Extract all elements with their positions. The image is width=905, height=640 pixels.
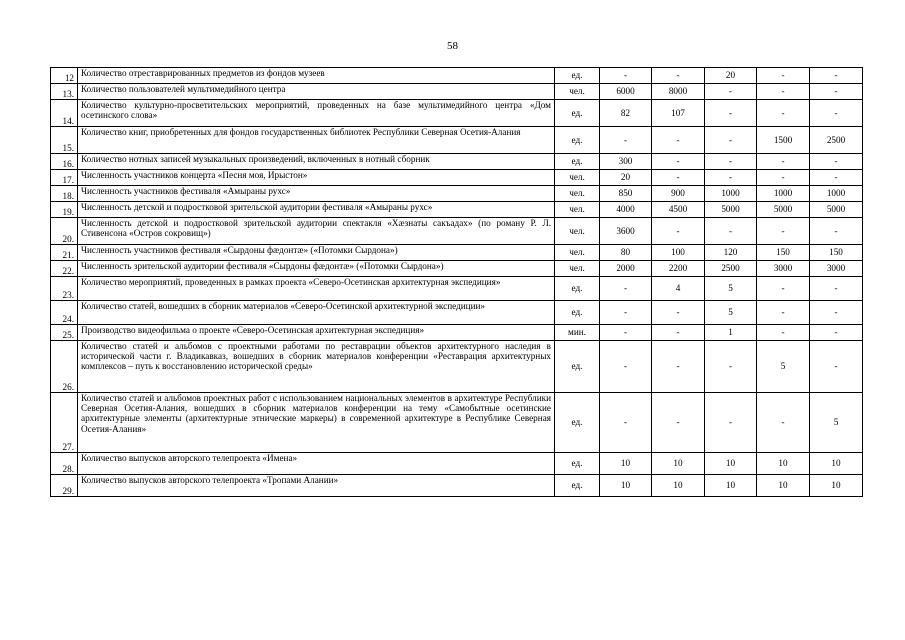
indicator-value: - bbox=[705, 393, 757, 453]
indicator-value: - bbox=[652, 68, 705, 84]
indicator-value: - bbox=[600, 277, 652, 301]
indicator-value: - bbox=[757, 170, 810, 186]
indicator-value: 3000 bbox=[757, 261, 810, 277]
row-number: 27. bbox=[51, 393, 78, 453]
indicator-value: 10 bbox=[652, 453, 705, 475]
indicator-name: Количество нотных записей музыкальных произведений, включенных в нотный сборник bbox=[78, 154, 555, 170]
indicator-value: - bbox=[652, 325, 705, 341]
indicator-value: - bbox=[810, 341, 863, 393]
indicator-value: - bbox=[810, 100, 863, 127]
table-row bbox=[51, 475, 863, 497]
indicator-value: - bbox=[810, 170, 863, 186]
indicator-value: 1 bbox=[705, 325, 757, 341]
indicator-value: 4 bbox=[652, 277, 705, 301]
indicator-value: - bbox=[600, 127, 652, 154]
indicator-value: - bbox=[705, 127, 757, 154]
indicator-value: - bbox=[600, 301, 652, 325]
indicator-value: 5000 bbox=[810, 202, 863, 218]
indicator-value: - bbox=[757, 68, 810, 84]
indicator-name: Количество выпусков авторского телепроекта «Имена» bbox=[78, 453, 555, 475]
indicator-value: 10 bbox=[810, 475, 863, 497]
unit-of-measure: чел. bbox=[555, 170, 600, 186]
indicator-value: 10 bbox=[757, 453, 810, 475]
indicator-value: - bbox=[705, 154, 757, 170]
row-number: 26. bbox=[51, 341, 78, 393]
indicator-value: 5 bbox=[757, 341, 810, 393]
table-row bbox=[51, 84, 863, 100]
indicator-name: Количество мероприятий, проведенных в рамках проекта «Северо-Осетинская архитектурная экспедиция» bbox=[78, 277, 555, 301]
indicator-value: 10 bbox=[652, 475, 705, 497]
indicator-name: Количество книг, приобретенных для фондов государственных библиотек Республики Северная Осетия-Алания bbox=[78, 127, 555, 154]
table-row bbox=[51, 127, 863, 154]
indicator-value: 5 bbox=[810, 393, 863, 453]
unit-of-measure: ед. bbox=[555, 301, 600, 325]
indicator-value: 1000 bbox=[757, 186, 810, 202]
indicator-value: - bbox=[705, 341, 757, 393]
indicator-value: 8000 bbox=[652, 84, 705, 100]
row-number: 24. bbox=[51, 301, 78, 325]
table-row bbox=[51, 154, 863, 170]
indicator-name: Численность детской и подростковой зрительской аудитории спектакля «Хæзнаты сакъадах» (по роману Р. Л. Стивенсона «Остров сокровищ») bbox=[78, 218, 555, 245]
indicator-value: 10 bbox=[705, 475, 757, 497]
table-row bbox=[51, 277, 863, 301]
indicator-value: - bbox=[757, 154, 810, 170]
indicator-value: - bbox=[810, 68, 863, 84]
indicator-value: 5000 bbox=[705, 202, 757, 218]
table-row bbox=[51, 186, 863, 202]
indicator-value: 100 bbox=[652, 245, 705, 261]
row-number: 25. bbox=[51, 325, 78, 341]
indicator-value: - bbox=[600, 341, 652, 393]
indicator-value: - bbox=[652, 218, 705, 245]
indicator-value: 2000 bbox=[600, 261, 652, 277]
indicator-value: 2500 bbox=[705, 261, 757, 277]
indicator-name: Численность зрительской аудитории фестиваля «Сырдоны фæдонтæ» («Потомки Сырдона») bbox=[78, 261, 555, 277]
indicator-value: 150 bbox=[810, 245, 863, 261]
unit-of-measure: ед. bbox=[555, 277, 600, 301]
indicator-value: - bbox=[757, 84, 810, 100]
indicator-value: 82 bbox=[600, 100, 652, 127]
indicator-name: Численность участников фестиваля «Амыраны рухс» bbox=[78, 186, 555, 202]
unit-of-measure: ед. bbox=[555, 393, 600, 453]
indicator-value: 900 bbox=[652, 186, 705, 202]
indicator-value: - bbox=[757, 325, 810, 341]
table-row bbox=[51, 170, 863, 186]
indicator-value: - bbox=[652, 170, 705, 186]
row-number: 18. bbox=[51, 186, 78, 202]
indicator-value: - bbox=[652, 341, 705, 393]
indicator-name: Количество статей, вошедших в сборник материалов «Северо-Осетинской архитектурной экспедиции» bbox=[78, 301, 555, 325]
row-number: 14. bbox=[51, 100, 78, 127]
indicator-value: - bbox=[757, 100, 810, 127]
indicator-value: - bbox=[652, 393, 705, 453]
unit-of-measure: чел. bbox=[555, 245, 600, 261]
indicator-value: - bbox=[810, 301, 863, 325]
indicator-name: Количество выпусков авторского телепроекта «Тропами Алании» bbox=[78, 475, 555, 497]
indicator-name: Количество культурно-просветительских мероприятий, проведенных на базе мультимедийного центра «Дом осетинского слова» bbox=[78, 100, 555, 127]
unit-of-measure: мин. bbox=[555, 325, 600, 341]
row-number: 21. bbox=[51, 245, 78, 261]
table-row bbox=[51, 202, 863, 218]
indicator-value: 6000 bbox=[600, 84, 652, 100]
indicator-value: 5 bbox=[705, 301, 757, 325]
row-number: 12 bbox=[51, 68, 78, 84]
indicator-value: 107 bbox=[652, 100, 705, 127]
indicator-value: - bbox=[810, 218, 863, 245]
indicator-value: 3600 bbox=[600, 218, 652, 245]
indicator-name: Производство видеофильма о проекте «Северо-Осетинская архитектурная экспедиция» bbox=[78, 325, 555, 341]
table-row bbox=[51, 393, 863, 453]
indicator-value: - bbox=[810, 277, 863, 301]
row-number: 22. bbox=[51, 261, 78, 277]
indicators-table bbox=[50, 67, 863, 497]
indicator-value: - bbox=[705, 218, 757, 245]
unit-of-measure: чел. bbox=[555, 218, 600, 245]
indicator-value: 20 bbox=[705, 68, 757, 84]
indicator-name: Численность участников фестиваля «Сырдоны фæдонтæ» («Потомки Сырдона») bbox=[78, 245, 555, 261]
indicator-value: - bbox=[810, 84, 863, 100]
indicator-value: 10 bbox=[600, 475, 652, 497]
indicator-value: - bbox=[705, 100, 757, 127]
indicator-value: 10 bbox=[705, 453, 757, 475]
unit-of-measure: ед. bbox=[555, 100, 600, 127]
indicator-value: 1000 bbox=[705, 186, 757, 202]
unit-of-measure: чел. bbox=[555, 186, 600, 202]
unit-of-measure: ед. bbox=[555, 453, 600, 475]
table-row bbox=[51, 341, 863, 393]
indicator-value: 5 bbox=[705, 277, 757, 301]
indicator-value: 10 bbox=[810, 453, 863, 475]
indicator-value: 4500 bbox=[652, 202, 705, 218]
indicator-value: 2500 bbox=[810, 127, 863, 154]
unit-of-measure: чел. bbox=[555, 261, 600, 277]
indicator-name: Количество статей и альбомов проектных работ с использованием национальных элементов в архитектуре Республики Северная Осетия-Алания, вошедших в сборник материалов конференции на тему «Самобытные осетинские архитектурные элементы (архитектурные этнические маркеры) в современной архитектуре в Республике Северная Осетия-Алания» bbox=[78, 393, 555, 453]
unit-of-measure: ед. bbox=[555, 154, 600, 170]
indicator-name: Количество отреставрированных предметов из фондов музеев bbox=[78, 68, 555, 84]
unit-of-measure: ед. bbox=[555, 341, 600, 393]
indicator-value: - bbox=[600, 325, 652, 341]
indicator-value: - bbox=[757, 277, 810, 301]
indicator-value: - bbox=[810, 154, 863, 170]
row-number: 28. bbox=[51, 453, 78, 475]
indicator-value: 300 bbox=[600, 154, 652, 170]
row-number: 15. bbox=[51, 127, 78, 154]
indicators-table-body bbox=[51, 68, 863, 497]
indicator-value: - bbox=[652, 301, 705, 325]
indicator-value: - bbox=[652, 127, 705, 154]
unit-of-measure: чел. bbox=[555, 84, 600, 100]
page-number: 58 bbox=[447, 40, 458, 52]
table-row bbox=[51, 245, 863, 261]
indicator-value: 3000 bbox=[810, 261, 863, 277]
unit-of-measure: чел. bbox=[555, 202, 600, 218]
indicator-name: Численность участников концерта «Песня моя, Ирыстон» bbox=[78, 170, 555, 186]
row-number: 29. bbox=[51, 475, 78, 497]
indicator-value: - bbox=[705, 170, 757, 186]
indicator-name: Численность детской и подростковой зрительской аудитории фестиваля «Амыраны рухс» bbox=[78, 202, 555, 218]
indicator-value: 10 bbox=[757, 475, 810, 497]
indicator-value: 20 bbox=[600, 170, 652, 186]
indicator-value: - bbox=[757, 218, 810, 245]
indicator-value: 120 bbox=[705, 245, 757, 261]
indicator-name: Количество статей и альбомов с проектными работами по реставрации объектов архитектурного наследия в исторической части г. Владикавказ, вошедших в сборник материалов конференции «Реставрация архитектурных комплексов – путь к восстановлению исторической среды» bbox=[78, 341, 555, 393]
indicator-value: - bbox=[810, 325, 863, 341]
table-row bbox=[51, 68, 863, 84]
indicator-value: 1500 bbox=[757, 127, 810, 154]
table-row bbox=[51, 100, 863, 127]
indicator-value: 80 bbox=[600, 245, 652, 261]
row-number: 13. bbox=[51, 84, 78, 100]
table-row bbox=[51, 325, 863, 341]
unit-of-measure: ед. bbox=[555, 68, 600, 84]
indicator-value: - bbox=[757, 301, 810, 325]
row-number: 20. bbox=[51, 218, 78, 245]
indicator-value: 2200 bbox=[652, 261, 705, 277]
unit-of-measure: ед. bbox=[555, 127, 600, 154]
indicator-value: 850 bbox=[600, 186, 652, 202]
indicator-value: - bbox=[600, 393, 652, 453]
table-row bbox=[51, 218, 863, 245]
indicator-value: 10 bbox=[600, 453, 652, 475]
row-number: 23. bbox=[51, 277, 78, 301]
table-row bbox=[51, 301, 863, 325]
row-number: 16. bbox=[51, 154, 78, 170]
indicator-value: - bbox=[600, 68, 652, 84]
unit-of-measure: ед. bbox=[555, 475, 600, 497]
indicator-value: 1000 bbox=[810, 186, 863, 202]
row-number: 17. bbox=[51, 170, 78, 186]
indicator-value: 4000 bbox=[600, 202, 652, 218]
table-row bbox=[51, 453, 863, 475]
indicator-value: - bbox=[652, 154, 705, 170]
indicator-value: - bbox=[757, 393, 810, 453]
indicator-value: 5000 bbox=[757, 202, 810, 218]
indicator-value: - bbox=[705, 84, 757, 100]
table-row bbox=[51, 261, 863, 277]
row-number: 19. bbox=[51, 202, 78, 218]
indicator-name: Количество пользователей мультимедийного центра bbox=[78, 84, 555, 100]
indicator-value: 150 bbox=[757, 245, 810, 261]
